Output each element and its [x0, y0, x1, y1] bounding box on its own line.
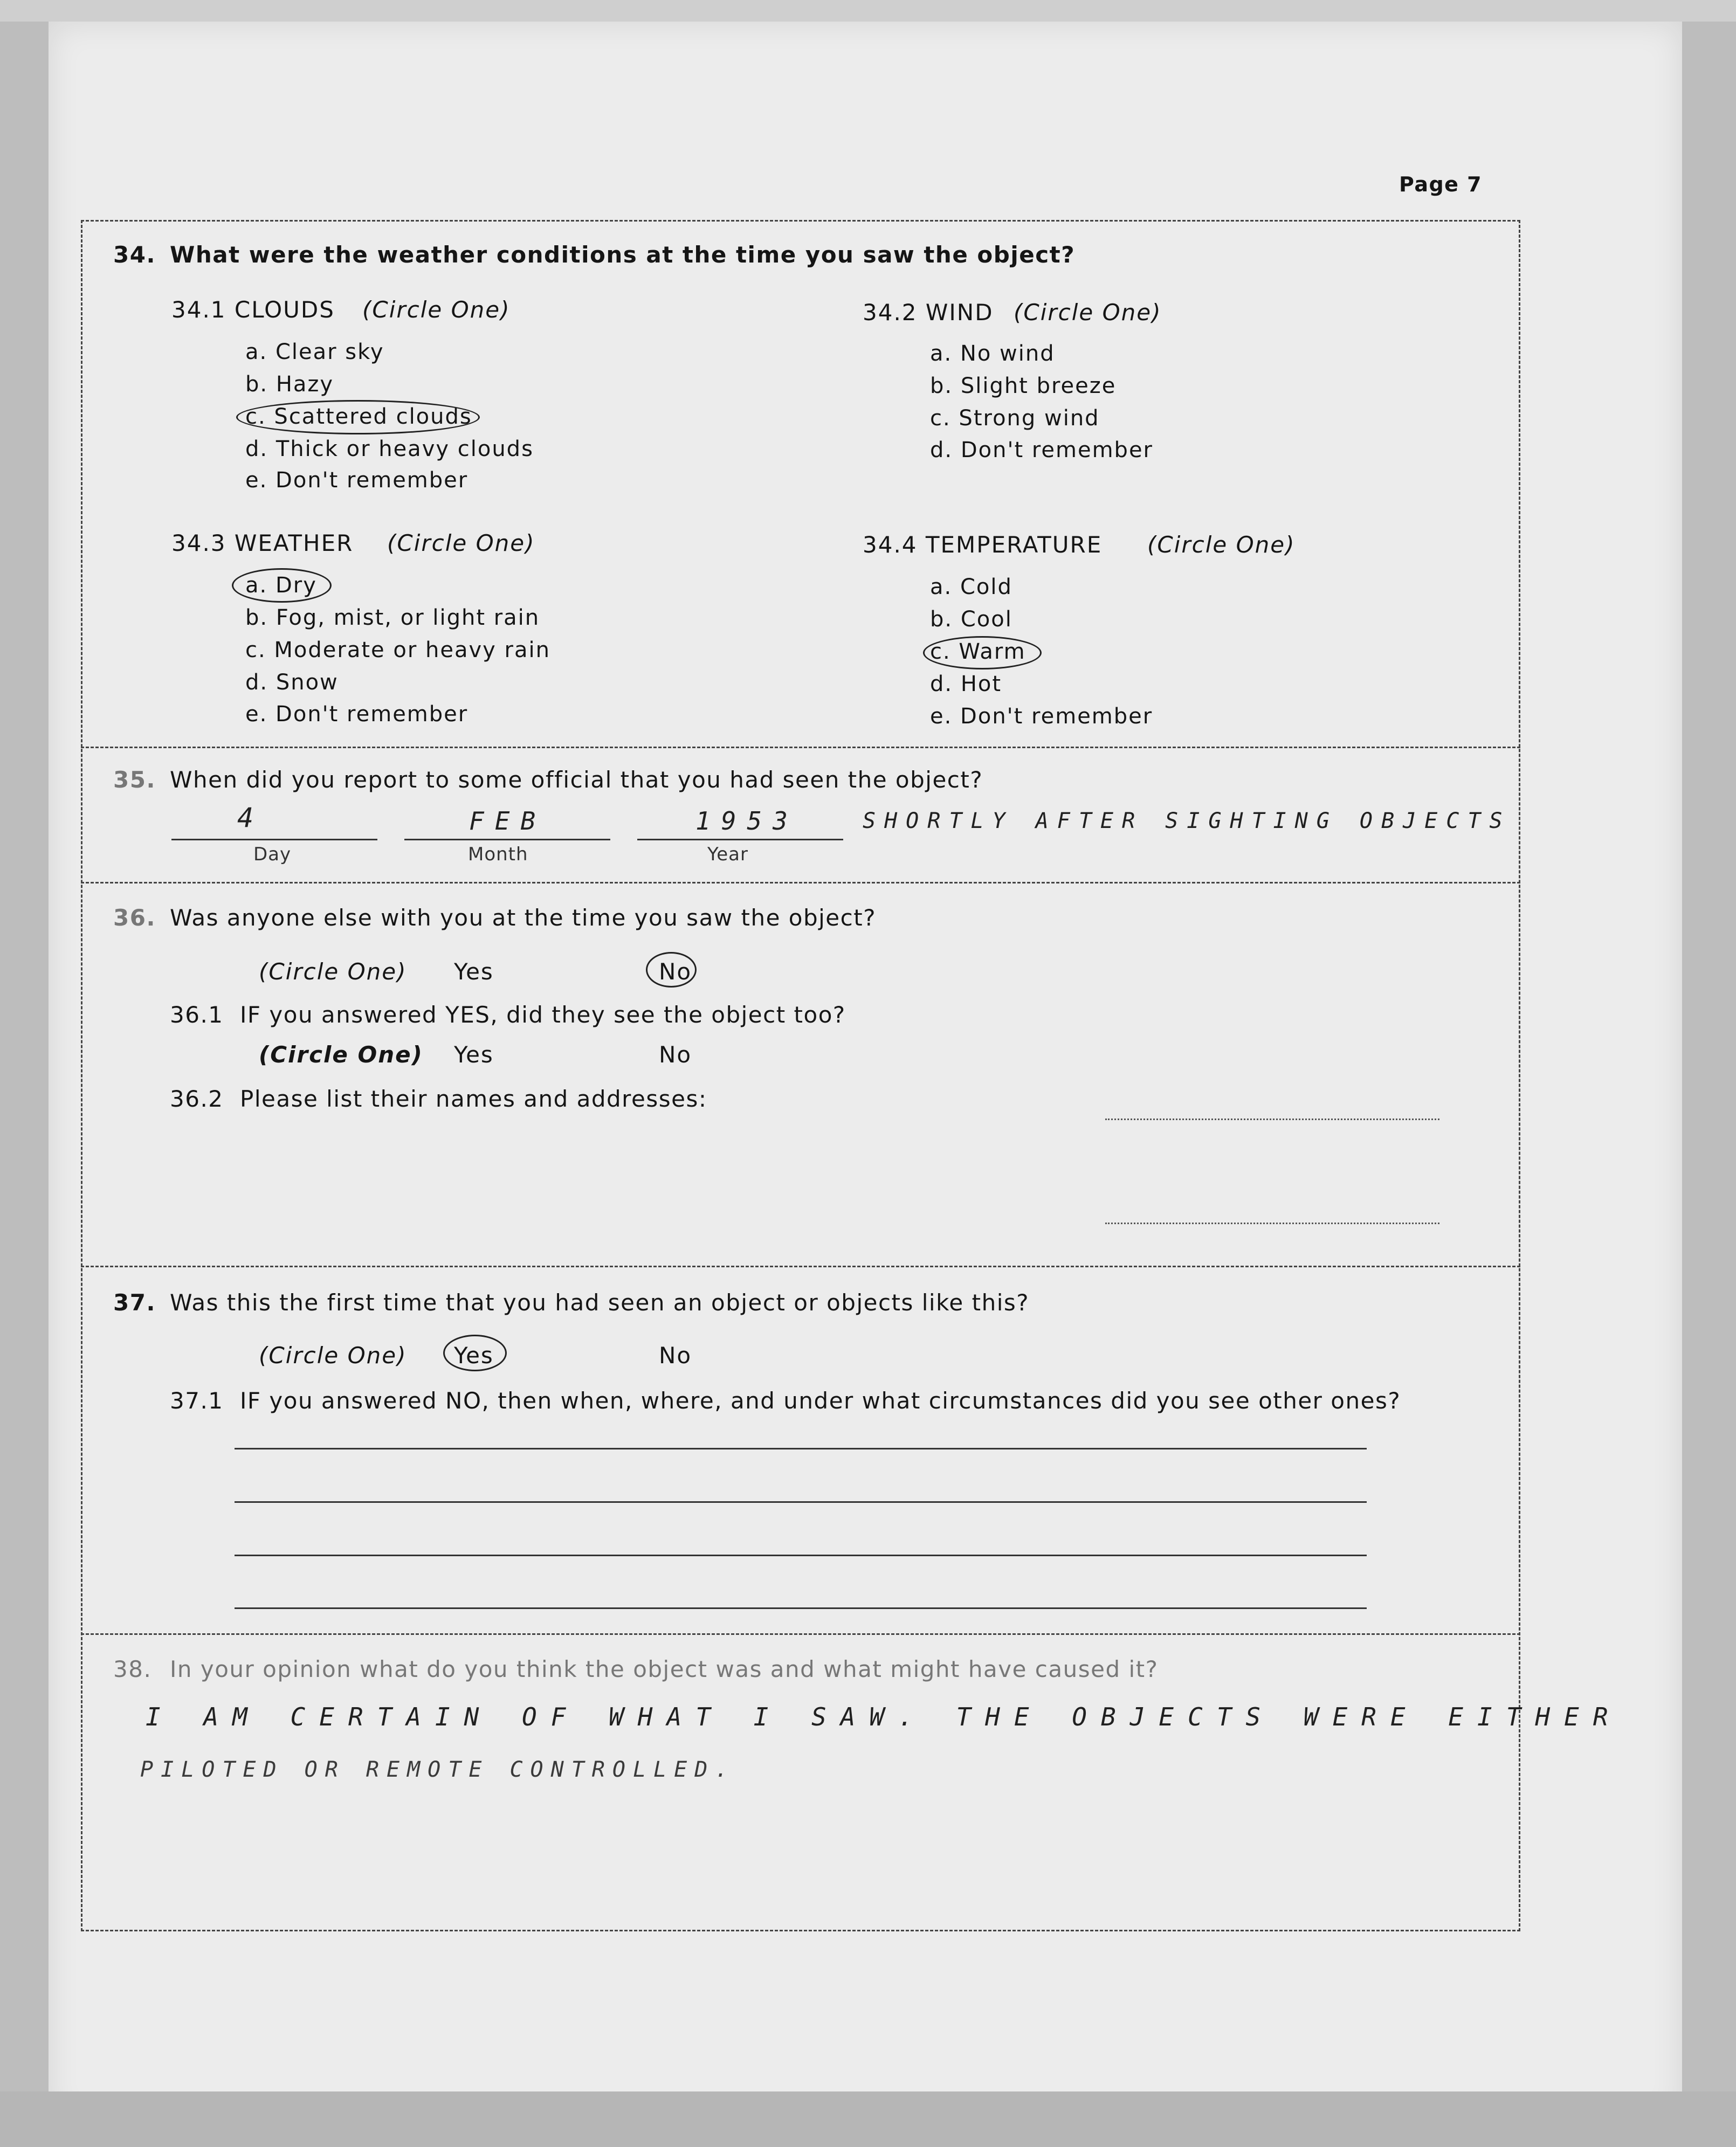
- q36-1-instruction: (Circle One): [259, 1041, 423, 1068]
- q37-no-option[interactable]: No: [659, 1342, 692, 1369]
- temperature-option-c[interactable]: c. Warm: [930, 639, 1026, 664]
- q37-1-question: IF you answered NO, then when, where, and under what circumstances did you see other ones?: [240, 1387, 1401, 1414]
- report-month-value[interactable]: FEB: [469, 806, 547, 836]
- wind-option-c[interactable]: c. Strong wind: [930, 406, 1100, 431]
- report-note: SHORTLY AFTER SIGHTING OBJECTS: [863, 809, 1511, 833]
- clouds-label: 34.1 CLOUDS: [171, 296, 335, 323]
- weather-option-b[interactable]: b. Fog, mist, or light rain: [245, 605, 540, 630]
- weather-option-c[interactable]: c. Moderate or heavy rain: [245, 638, 550, 662]
- temperature-option-d[interactable]: d. Hot: [930, 672, 1002, 696]
- answer-line-3[interactable]: [235, 1555, 1367, 1556]
- wind-option-b[interactable]: b. Slight breeze: [930, 374, 1117, 398]
- q36-1-question: IF you answered YES, did they see the object too?: [240, 1002, 846, 1028]
- temperature-label: 34.4 TEMPERATURE: [863, 531, 1103, 558]
- q37-yes-option[interactable]: Yes: [454, 1342, 494, 1369]
- temperature-selection-circle: [923, 636, 1042, 669]
- section-divider: [81, 882, 1520, 883]
- section-divider: [81, 747, 1520, 748]
- page-number: Page 7: [1399, 172, 1483, 196]
- scan-edge-top: [0, 0, 1736, 22]
- clouds-option-e[interactable]: e. Don't remember: [245, 468, 469, 493]
- weather-selection-circle: [232, 568, 332, 603]
- q36-2-number: 36.2: [170, 1086, 224, 1112]
- answer-line-1[interactable]: [235, 1448, 1367, 1449]
- answer-line-2[interactable]: [235, 1501, 1367, 1503]
- q37-1-number: 37.1: [170, 1387, 224, 1414]
- wind-option-d[interactable]: d. Don't remember: [930, 438, 1153, 462]
- year-label: Year: [707, 844, 748, 865]
- q38-answer-line2: PILOTED OR REMOTE CONTROLLED.: [140, 1757, 736, 1782]
- wind-instruction: (Circle One): [1014, 299, 1162, 326]
- temperature-option-b[interactable]: b. Cool: [930, 607, 1012, 632]
- q38-number: 38.: [113, 1656, 152, 1682]
- temperature-option-a[interactable]: a. Cold: [930, 575, 1012, 599]
- answer-line-4[interactable]: [235, 1607, 1367, 1609]
- report-day-value[interactable]: 4: [237, 802, 265, 833]
- section-divider: [81, 1633, 1520, 1635]
- month-underline: [404, 839, 610, 840]
- q37-instruction: (Circle One): [259, 1342, 407, 1369]
- day-label: Day: [253, 844, 292, 865]
- q36-instruction: (Circle One): [259, 958, 407, 985]
- q36-selection-circle: [646, 952, 697, 988]
- clouds-option-d[interactable]: d. Thick or heavy clouds: [245, 437, 534, 461]
- q35-number: 35.: [113, 767, 156, 793]
- month-label: Month: [468, 844, 528, 865]
- q36-number: 36.: [113, 905, 156, 931]
- clouds-instruction: (Circle One): [362, 296, 511, 323]
- q38-question: In your opinion what do you think the object was and what might have caused it?: [170, 1656, 1159, 1682]
- day-underline: [171, 839, 377, 840]
- q37-selection-circle: [443, 1335, 507, 1371]
- year-underline: [637, 839, 843, 840]
- q36-1-yes-option[interactable]: Yes: [454, 1041, 494, 1068]
- temperature-option-e[interactable]: e. Don't remember: [930, 704, 1153, 729]
- q35-question: When did you report to some official that you had seen the object?: [170, 767, 983, 793]
- q36-2-question: Please list their names and addresses:: [240, 1086, 707, 1112]
- clouds-option-b[interactable]: b. Hazy: [245, 372, 334, 397]
- weather-option-d[interactable]: d. Snow: [245, 670, 339, 695]
- weather-option-a[interactable]: a. Dry: [245, 573, 317, 598]
- q37-question: Was this the first time that you had seen an object or objects like this?: [170, 1289, 1030, 1316]
- clouds-option-a[interactable]: a. Clear sky: [245, 340, 384, 364]
- names-addresses-line: [1105, 1119, 1439, 1120]
- q37-number: 37.: [113, 1289, 156, 1316]
- q36-question: Was anyone else with you at the time you saw the object?: [170, 905, 876, 931]
- q34-question: What were the weather conditions at the time you saw the object?: [170, 241, 1076, 268]
- wind-option-a[interactable]: a. No wind: [930, 341, 1055, 366]
- weather-label: 34.3 WEATHER: [171, 530, 354, 556]
- weather-option-e[interactable]: e. Don't remember: [245, 702, 469, 727]
- scan-edge-bottom: [0, 2091, 1736, 2147]
- temperature-instruction: (Circle One): [1147, 531, 1296, 558]
- q36-yes-option[interactable]: Yes: [454, 958, 494, 985]
- q34-number: 34.: [113, 241, 156, 268]
- q36-no-option[interactable]: No: [659, 958, 692, 985]
- weather-instruction: (Circle One): [387, 530, 535, 556]
- q36-1-no-option[interactable]: No: [659, 1041, 692, 1068]
- q36-1-number: 36.1: [170, 1002, 224, 1028]
- wind-label: 34.2 WIND: [863, 299, 994, 326]
- names-addresses-line: [1105, 1223, 1439, 1224]
- report-year-value[interactable]: 1953: [695, 806, 798, 836]
- clouds-selection-circle: [236, 400, 480, 434]
- section-divider: [81, 1266, 1520, 1267]
- clouds-option-c[interactable]: c. Scattered clouds: [245, 404, 472, 429]
- q38-answer-line1: I AM CERTAIN OF WHAT I SAW. THE OBJECTS WERE EITHER: [146, 1702, 1622, 1731]
